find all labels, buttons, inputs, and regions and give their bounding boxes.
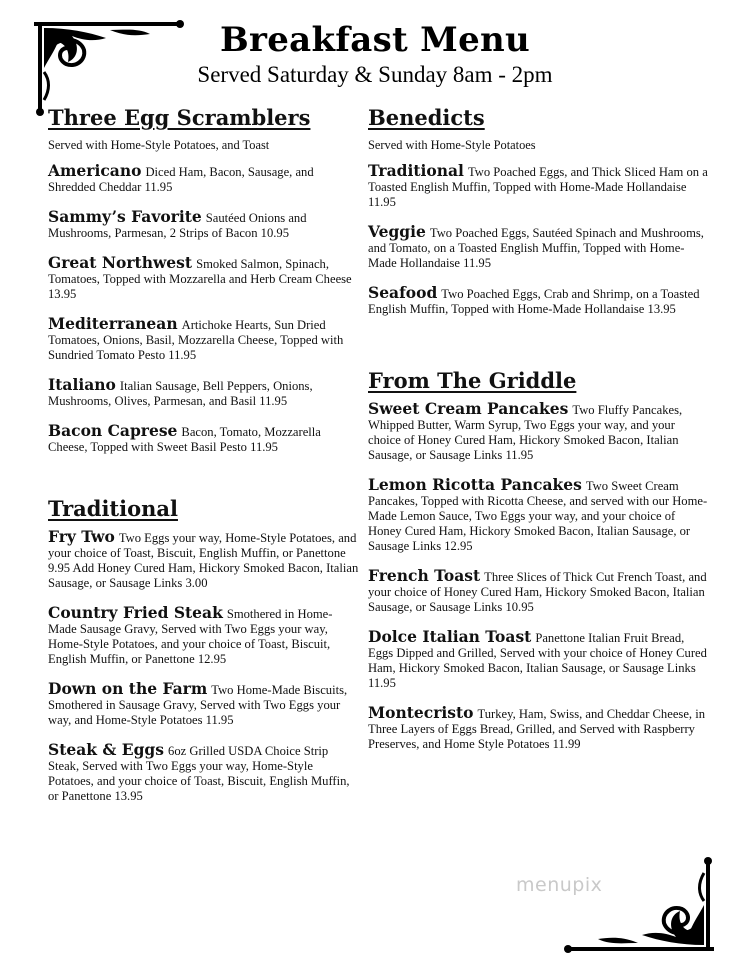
item-name: Sweet Cream Pancakes xyxy=(368,399,569,418)
item-name: Steak & Eggs xyxy=(48,740,165,759)
item-name: French Toast xyxy=(368,566,481,585)
item-desc: Two Fluffy Pancakes, Whipped Butter, Warm Syrup, Two Eggs your way, and your choice of Honey Cured Ham, Hickory Smoked Bacon, Italian Sausage, or Sausage Links 11.95 xyxy=(368,403,683,462)
item-desc: Two Poached Eggs, Sautéed Spinach and Mushrooms, and Tomato, on a Toasted English Muffin, Topped with Home-Made Hollandaise 11.95 xyxy=(368,226,704,270)
menu-item xyxy=(48,681,360,728)
item-desc: Italian Sausage, Bell Peppers, Onions, Mushrooms, Olives, Parmesan, and Basil 11.95 xyxy=(48,379,313,408)
left-column xyxy=(48,104,360,818)
item-desc: Bacon, Tomato, Mozzarella Cheese, Topped with Sweet Basil Pesto 11.95 xyxy=(48,425,321,454)
item-desc: Smoked Salmon, Spinach, Tomatoes, Topped with Mozzarella and Herb Cream Cheese 13.95 xyxy=(48,257,352,301)
section-heading-scramblers: Three Egg Scramblers xyxy=(48,105,311,130)
menu-item xyxy=(48,529,360,591)
item-desc: Sautéed Onions and Mushrooms, Parmesan, 2 Strips of Bacon 10.95 xyxy=(48,211,307,240)
item-name: Seafood xyxy=(368,283,438,302)
section-heading-griddle: From The Griddle xyxy=(368,368,577,393)
item-name: Dolce Italian Toast xyxy=(368,627,532,646)
page-title: Breakfast Menu xyxy=(219,20,531,60)
item-name: Great Northwest xyxy=(48,253,193,272)
menu-item xyxy=(48,255,360,302)
menu-item xyxy=(368,477,708,554)
menu-item xyxy=(48,423,360,455)
menu-item xyxy=(368,285,708,317)
item-name: Veggie xyxy=(368,222,426,241)
page-subtitle: Served Saturday & Sunday 8am - 2pm xyxy=(197,62,553,87)
menu-item xyxy=(48,316,360,363)
item-desc: Two Sweet Cream Pancakes, Topped with Ricotta Cheese, and served with our Home-Made Lemon Sauce, Two Eggs your way, and your choice of Honey Cured Ham, Hickory Smoked Bacon, Italian Sausage, or Sausage Links 12.95 xyxy=(368,479,708,553)
menu-item xyxy=(368,705,708,752)
item-name: Fry Two xyxy=(48,527,115,546)
item-name: Bacon Caprese xyxy=(48,421,178,440)
item-desc: Diced Ham, Bacon, Sausage, and Shredded Cheddar 11.95 xyxy=(48,165,314,194)
right-column xyxy=(368,104,708,766)
item-desc: Three Slices of Thick Cut French Toast, and your choice of Honey Cured Ham, Hickory Smoked Bacon, Italian Sausage, or Sausage Links 10.95 xyxy=(368,570,707,614)
watermark: menupix xyxy=(516,874,603,896)
item-name: Americano xyxy=(48,161,142,180)
menu-item xyxy=(368,224,708,271)
item-name: Montecristo xyxy=(368,703,474,722)
menu-item xyxy=(48,209,360,241)
item-name: Country Fried Steak xyxy=(48,603,223,622)
menu-item xyxy=(368,568,708,615)
section-heading-traditional: Traditional xyxy=(48,496,178,521)
item-desc: Panettone Italian Fruit Bread, Eggs Dipped and Grilled, Served with your choice of Honey Cured Ham, Hickory Smoked Bacon, Italian Sausage, or Sausage Links 11.95 xyxy=(368,631,707,690)
item-name: Italiano xyxy=(48,375,116,394)
item-desc: Smothered in Home-Made Sausage Gravy, Served with Two Eggs your way, Home-Style Potatoes, and your choice of Toast, Biscuit, English Muffin, or Panettone 12.95 xyxy=(48,607,333,666)
menu-item xyxy=(368,629,708,691)
item-desc: Two Eggs your way, Home-Style Potatoes, and your choice of Toast, Biscuit, English Muffin, or Panettone 9.95 Add Honey Cured Ham, Hickory Smoked Bacon, Italian Sausage, or Sausage Links 3.00 xyxy=(48,531,359,590)
item-name: Traditional xyxy=(368,161,464,180)
menu-item xyxy=(48,163,360,195)
section-note-scramblers: Served with Home-Style Potatoes, and Toast xyxy=(48,138,270,152)
menu-item xyxy=(368,401,708,463)
section-heading-benedicts: Benedicts xyxy=(368,105,485,130)
item-desc: 6oz Grilled USDA Choice Strip Steak, Served with Two Eggs your way, Home-Style Potatoes, and your choice of Toast, Biscuit, English Muffin, or Panettone 13.95 xyxy=(48,744,350,803)
menu-item xyxy=(48,605,360,667)
item-name: Mediterranean xyxy=(48,314,178,333)
item-name: Sammy’s Favorite xyxy=(48,207,202,226)
item-name: Lemon Ricotta Pancakes xyxy=(368,475,582,494)
menu-item xyxy=(368,163,708,210)
section-note-benedicts: Served with Home-Style Potatoes xyxy=(368,138,536,152)
item-desc: Two Home-Made Biscuits, Smothered in Sausage Gravy, Served with Two Eggs your way, and Home-Style Potatoes 11.95 xyxy=(48,683,348,727)
menu-item xyxy=(48,377,360,409)
item-desc: Artichoke Hearts, Sun Dried Tomatoes, Onions, Basil, Mozzarella Cheese, Topped with Sundried Tomato Pesto 11.95 xyxy=(48,318,344,362)
menu-item xyxy=(48,742,360,804)
item-desc: Two Poached Eggs, Crab and Shrimp, on a Toasted English Muffin, Topped with Home-Made Hollandaise 13.95 xyxy=(368,287,700,316)
item-name: Down on the Farm xyxy=(48,679,208,698)
ornate-corner-bottom-right-icon xyxy=(560,855,720,955)
item-desc: Two Poached Eggs, and Thick Sliced Ham on a Toasted English Muffin, Topped with Home-Made Hollandaise 11.95 xyxy=(368,165,708,209)
item-desc: Turkey, Ham, Swiss, and Cheddar Cheese, in Three Layers of Eggs Bread, Grilled, and Served with Raspberry Preserves, and Home Style Potatoes 11.99 xyxy=(368,707,705,751)
